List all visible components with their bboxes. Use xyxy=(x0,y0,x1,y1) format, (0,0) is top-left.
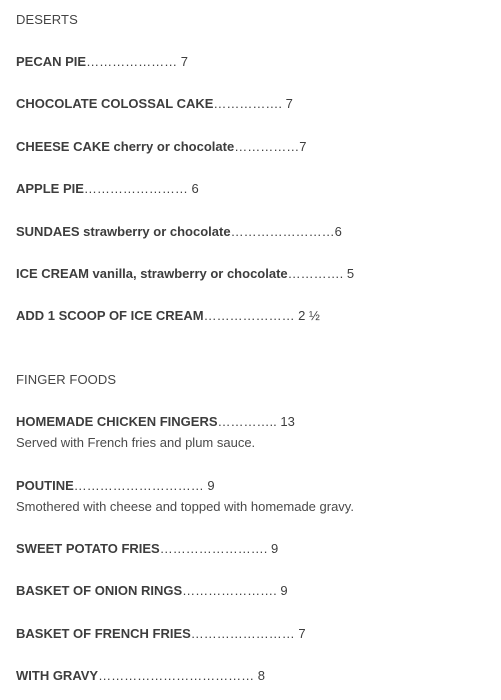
item-leader-dots: …………………… xyxy=(83,181,188,196)
item-leader-dots: ……………………………… xyxy=(98,668,255,683)
item-name: ICE CREAM vanilla, strawberry or chocolate xyxy=(16,266,288,281)
item-leader-dots: …………. xyxy=(287,266,344,281)
item-name: SWEET POTATO FRIES xyxy=(16,541,160,556)
item-leader-dots: ………………… xyxy=(203,308,295,323)
menu-item-cheese-cake xyxy=(16,139,306,155)
item-price: 7 xyxy=(294,626,306,641)
item-name: POUTINE xyxy=(16,478,74,493)
menu-item-chocolate-colossal-cake xyxy=(16,96,293,112)
menu-item-apple-pie xyxy=(16,181,199,197)
item-leader-dots: …………………. xyxy=(182,583,277,598)
item-price: 9 xyxy=(267,541,279,556)
item-price: 7 xyxy=(177,54,188,69)
item-price: 5 xyxy=(343,266,355,281)
item-name: BASKET OF ONION RINGS xyxy=(16,583,183,598)
item-leader-dots: ………….. xyxy=(217,414,277,429)
item-name: HOMEMADE CHICKEN FINGERS xyxy=(16,414,218,429)
item-name: PECAN PIE xyxy=(16,54,87,69)
item-description: Served with French fries and plum sauce. xyxy=(16,435,256,450)
item-leader-dots: ………………………… xyxy=(73,478,204,493)
item-leader-dots: …………………… xyxy=(230,224,335,239)
item-name: ADD 1 SCOOP OF ICE CREAM xyxy=(16,308,204,323)
item-price: 13 xyxy=(276,414,295,429)
menu-item-pecan-pie xyxy=(16,54,188,70)
item-leader-dots: ………………… xyxy=(86,54,178,69)
item-price: 7 xyxy=(282,96,293,111)
item-price: 9 xyxy=(276,583,288,598)
menu-item-basket-of-onion-rings xyxy=(16,583,288,599)
item-name: SUNDAES strawberry or chocolate xyxy=(16,224,231,239)
item-leader-dots: …………………… xyxy=(190,626,295,641)
menu-item-sweet-potato-fries xyxy=(16,541,278,557)
item-leader-dots: …………… xyxy=(234,139,300,154)
item-name: BASKET OF FRENCH FRIES xyxy=(16,626,191,641)
item-name: APPLE PIE xyxy=(16,181,84,196)
menu-item-basket-of-french-fries xyxy=(16,626,306,642)
item-price: 6 xyxy=(334,224,342,239)
item-price: 8 xyxy=(254,668,265,683)
item-description: Smothered with cheese and topped with homemade gravy. xyxy=(16,499,354,514)
menu-item-homemade-chicken-fingers xyxy=(16,414,295,451)
menu-item-with-gravy xyxy=(16,668,265,684)
menu-item-sundaes xyxy=(16,224,342,240)
section-title-deserts: DESERTS xyxy=(16,12,78,27)
menu-item-ice-cream xyxy=(16,266,354,282)
item-price: 7 xyxy=(299,139,307,154)
item-price: 6 xyxy=(187,181,199,196)
item-price: 9 xyxy=(203,478,215,493)
item-price: 2 ½ xyxy=(294,308,320,323)
item-name: WITH GRAVY xyxy=(16,668,99,683)
menu-item-add-scoop xyxy=(16,308,320,324)
item-name: CHEESE CAKE cherry or chocolate xyxy=(16,139,235,154)
item-leader-dots: ……………………. xyxy=(159,541,268,556)
item-name: CHOCOLATE COLOSSAL CAKE xyxy=(16,96,214,111)
item-leader-dots: ……………. xyxy=(213,96,283,111)
section-title-finger-foods: FINGER FOODS xyxy=(16,372,117,387)
menu-item-poutine xyxy=(16,478,354,515)
